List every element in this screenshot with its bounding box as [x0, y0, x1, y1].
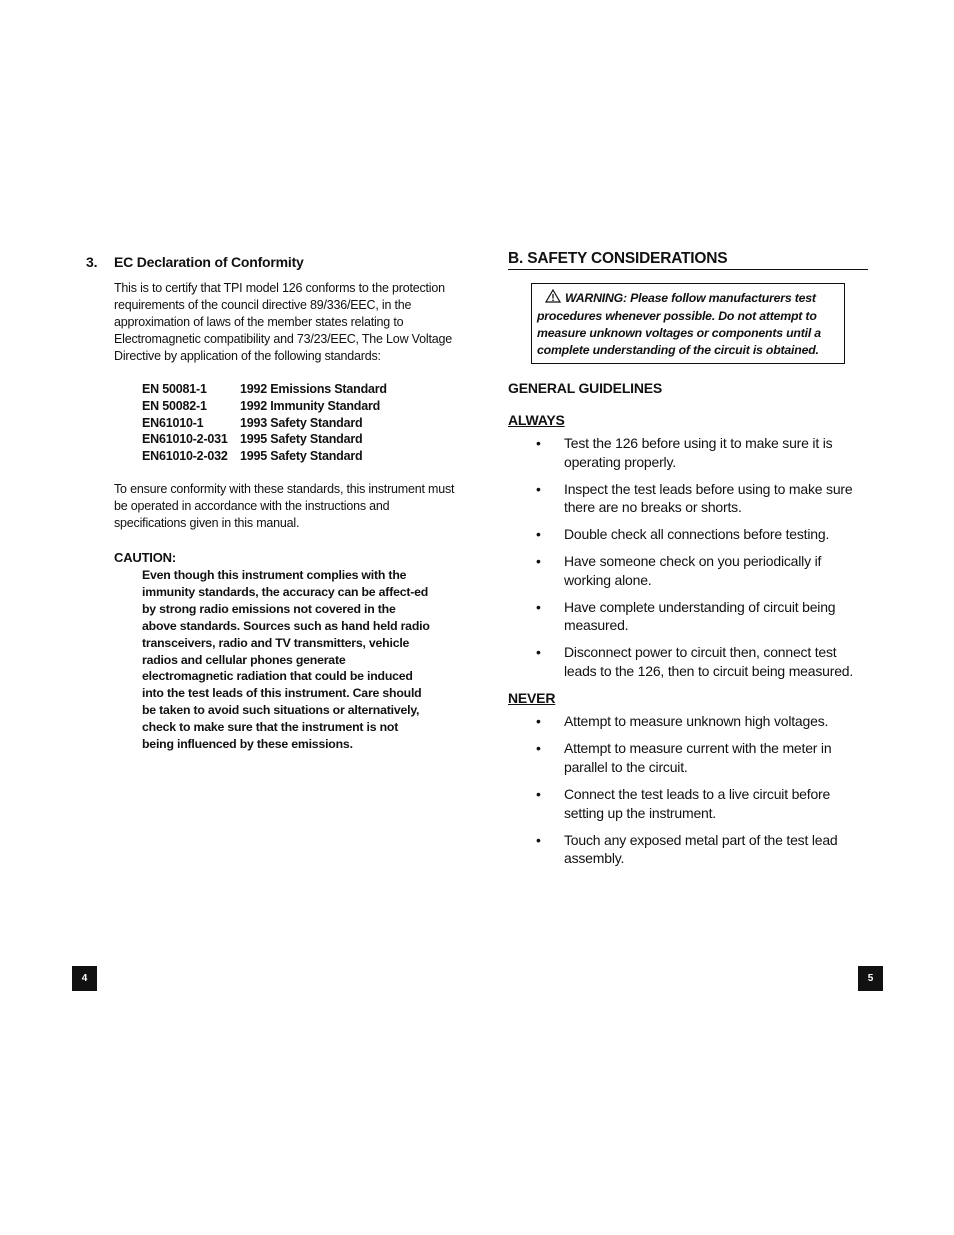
list-item-text: Attempt to measure unknown high voltages. — [564, 713, 829, 730]
left-page — [86, 250, 456, 753]
caution-heading: CAUTION: — [114, 549, 176, 565]
caution-text: Even though this instrument complies with the immunity standards, the accuracy can be affect-ed by strong radio emissions not covered in the above standards. Sources such as hand held radio transceivers, radio and TV transmitters, vehicle radios and cellular phones generate electromagnetic radiation that could be induced into the test leads of this instrument. Care should be taken to avoid such situations or alternatively, check to make sure that the instrument is not being influenced by these emissions. — [142, 567, 430, 752]
list-item-text: Disconnect power to circuit then, connect test leads to the 126, then to circuit being measured. — [564, 644, 854, 679]
safety-heading: B. SAFETY CONSIDERATIONS — [508, 250, 868, 270]
warning-box — [531, 283, 845, 364]
section-number: 3. — [86, 254, 98, 270]
standard-code: EN61010-1 — [142, 415, 204, 430]
page-number-right: 5 — [858, 966, 883, 991]
list-item — [508, 739, 868, 776]
list-item — [508, 598, 868, 635]
list-item-text: Attempt to measure current with the meter in parallel to the circuit. — [564, 740, 832, 776]
conformity-paragraph: To ensure conformity with these standards, this instrument must be operated in accordance with the instructions and specifications given in this manual. — [114, 481, 455, 530]
section-title: EC Declaration of Conformity — [114, 254, 304, 270]
warning-text: WARNING: Please follow manufacturers test procedures whenever possible. Do not attempt to measure unknown voltages or components until a complete understanding of the circuit is obtained. — [537, 291, 821, 357]
standards-table — [142, 381, 387, 465]
standard-code: EN61010-2-031 — [142, 432, 228, 447]
bullet-icon: • — [536, 553, 541, 570]
standards-row — [142, 431, 387, 448]
never-heading: NEVER — [508, 690, 556, 707]
bullet-icon: • — [536, 713, 541, 730]
standards-row — [142, 448, 387, 465]
standard-description: 1993 Safety Standard — [240, 415, 363, 430]
list-item — [508, 643, 868, 680]
list-item — [508, 831, 868, 868]
list-item — [508, 712, 868, 731]
list-item-text: Inspect the test leads before using to make sure there are no breaks or shorts. — [564, 480, 853, 516]
section-heading — [86, 254, 456, 270]
bullet-icon: • — [536, 598, 541, 615]
warning-triangle-icon — [545, 289, 561, 308]
list-item-text: Double check all connections before testing. — [564, 526, 830, 543]
bullet-icon: • — [536, 480, 541, 497]
standard-description: 1992 Emissions Standard — [240, 382, 387, 396]
standard-description: 1992 Immunity Standard — [240, 398, 381, 413]
standards-row — [142, 398, 387, 415]
always-list — [508, 434, 868, 680]
bullet-icon: • — [536, 644, 541, 661]
bullet-icon: • — [536, 740, 541, 757]
standards-row — [142, 415, 387, 432]
standards-row — [142, 381, 387, 398]
bullet-icon: • — [536, 786, 541, 803]
list-item-text: Test the 126 before using it to make sure it is operating properly. — [564, 435, 833, 470]
right-page — [508, 250, 868, 876]
list-item — [508, 434, 868, 471]
list-item — [508, 552, 868, 589]
standard-code: EN 50082-1 — [142, 398, 207, 413]
page-number-left: 4 — [72, 966, 97, 991]
list-item — [508, 480, 868, 517]
general-guidelines-heading: GENERAL GUIDELINES — [508, 380, 663, 396]
list-item-text: Connect the test leads to a live circuit before setting up the instrument. — [564, 786, 831, 821]
list-item-text: Touch any exposed metal part of the test lead assembly. — [564, 831, 838, 867]
always-heading: ALWAYS — [508, 412, 565, 428]
list-item — [508, 785, 868, 822]
intro-paragraph: This is to certify that TPI model 126 conforms to the protection requirements of the council directive 89/336/EEC, in the approximation of laws of the member states relating to Electromagnetic compatibility and 73/23/EEC, The Low Voltage Directive by application of the following standards: — [114, 281, 452, 363]
standard-description: 1995 Safety Standard — [240, 449, 363, 464]
list-item-text: Have someone check on you periodically if working alone. — [564, 553, 822, 588]
list-item-text: Have complete understanding of circuit being measured. — [564, 598, 836, 634]
standard-description: 1995 Safety Standard — [240, 432, 363, 447]
list-item — [508, 525, 868, 544]
standard-code: EN 50081-1 — [142, 382, 207, 396]
bullet-icon: • — [536, 526, 541, 543]
standard-code: EN61010-2-032 — [142, 449, 228, 464]
never-list — [508, 712, 868, 867]
bullet-icon: • — [536, 831, 541, 848]
bullet-icon: • — [536, 435, 541, 451]
